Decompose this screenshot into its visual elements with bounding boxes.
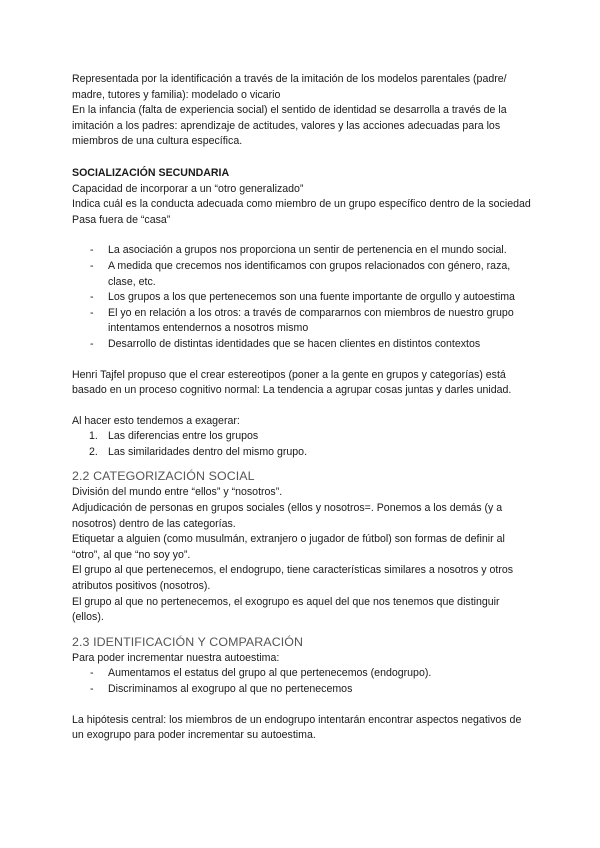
list-item [72,445,532,461]
heading-socializacion-secundaria: SOCIALIZACIÓN SECUNDARIA [72,166,230,179]
dash-marker: - [90,259,94,272]
dash-marker: - [90,683,94,695]
list-item [72,682,532,698]
categorizacion-line: Etiquetar a alguien (como musulmán, extranjero o jugador de fútbol) son formas de definir al “otro”, al que “no soy yo”. [72,533,505,561]
categorizacion-line: El grupo al que pertenecemos, el endogrupo, tiene características similares a nosotros y otros atributos positivos (nosotros). [72,564,514,593]
dash-marker: - [90,244,94,257]
dash-marker: - [90,291,94,304]
list-item [72,666,532,682]
secundaria-line: Capacidad de incorporar a un “otro generalizado” [72,182,304,195]
list-item [72,429,532,445]
secundaria-bullet-list [72,243,532,352]
secundaria-line: Pasa fuera de “casa” [72,213,171,226]
list-item-text: Las similaridades dentro del mismo grupo. [108,445,308,458]
intro-paragraph-2: En la infancia (falta de experiencia social) el sentido de identidad se desarrolla a través de la imitación a los padres: aprendizaje de actitudes, valores y las acciones adecuadas para los miembros de una cultura específica. [72,104,507,148]
document-body [72,72,532,744]
list-item-text: A medida que crecemos nos identificamos con grupos relacionados con género, raza, clase, etc. [108,259,511,288]
list-item-text: Desarrollo de distintas identidades que se hacen clientes en distintos contextos [108,337,481,350]
list-item [72,337,532,353]
dash-marker: - [90,337,94,350]
secundaria-line: Indica cuál es la conducta adecuada como miembro de un grupo específico dentro de la sociedad [72,198,531,211]
dash-marker: - [90,306,94,319]
list-item-text: El yo en relación a los otros: a través de compararnos con miembros de nuestro grupo intentamos entendernos a nosotros mismo [108,306,514,335]
hipotesis-paragraph: La hipótesis central: los miembros de un endogrupo intentarán encontrar aspectos negativos de un exogrupo para poder incrementar su autoestima. [72,713,522,742]
categorizacion-line: División del mundo entre “ellos” y “nosotros”. [72,486,283,499]
list-item-text: Discriminamos al exogrupo al que no pertenecemos [108,683,353,695]
identificacion-bullet-list [72,666,532,697]
dash-marker: - [90,667,94,680]
identificacion-intro: Para poder incrementar nuestra autoestima: [72,651,280,664]
list-item-text: Las diferencias entre los grupos [108,430,259,443]
numbered-list [72,429,532,460]
list-item [72,243,532,259]
exagerar-paragraph: Al hacer esto tendemos a exagerar: [72,414,240,427]
categorizacion-line: El grupo al que no pertenecemos, el exogrupo es aquel del que nos tenemos que distinguir (ellos). [72,595,500,624]
categorizacion-line: Adjudicación de personas en grupos sociales (ellos y nosotros=. Ponemos a los demás (y a nosotros) dentro de las categorías. [72,502,503,530]
list-item-text: Los grupos a los que pertenecemos son una fuente importante de orgullo y autoestima [108,291,515,304]
number-marker: 2. [89,445,98,458]
heading-identificacion-comparacion: 2.3 IDENTIFICACIÓN Y COMPARACIÓN [72,634,304,649]
list-item-text: Aumentamos el estatus del grupo al que pertenecemos (endogrupo). [108,667,432,680]
intro-paragraph-1: Representada por la identificación a través de la imitación de los modelos parentales (padre/ madre, tutores y familia): modelado o vicario [72,73,507,101]
list-item-text: La asociación a grupos nos proporciona un sentir de pertenencia en el mundo social. [108,244,507,257]
tajfel-paragraph: Henri Tajfel propuso que el crear estereotipos (poner a la gente en grupos y categorías) está basado en un proceso cognitivo normal: La tendencia a agrupar cosas juntas y darles unidad. [72,368,512,397]
list-item [72,306,532,337]
heading-categorizacion-social: 2.2 CATEGORIZACIÓN SOCIAL [72,469,255,484]
list-item [72,259,532,290]
list-item [72,290,532,306]
number-marker: 1. [89,430,98,443]
